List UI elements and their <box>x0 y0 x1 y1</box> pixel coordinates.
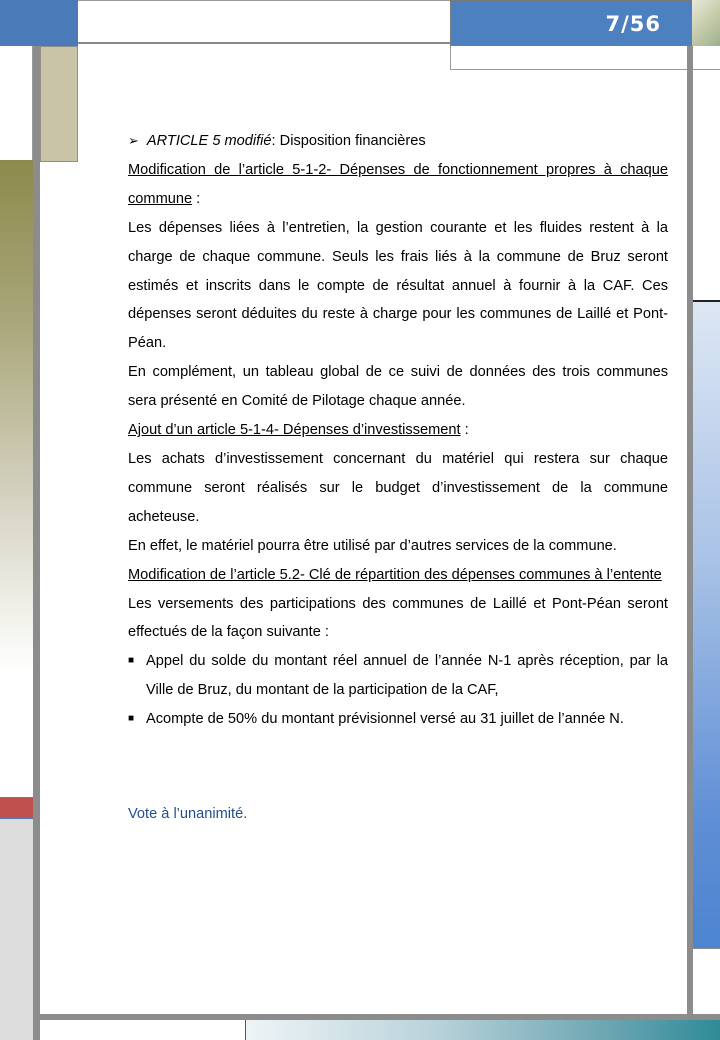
left-strip-top <box>0 46 33 160</box>
article-title <box>128 127 668 156</box>
header-right-strip <box>450 46 720 70</box>
right-blue-band <box>693 300 720 948</box>
vote-result: Vote à l’unanimité. <box>128 806 248 822</box>
section-heading-repartition: Modification de l’article 5.2- Clé de répartition des dépenses communes à l’entente <box>128 566 662 583</box>
paragraph-complement: En complément, un tableau global de ce suivi de données des trois communes sera présenté en Comité de Pilotage chaque année. <box>128 364 668 410</box>
document-body <box>128 127 668 734</box>
frame-left-border <box>33 46 40 1040</box>
left-strip-bottom <box>0 819 33 1040</box>
section-heading-investissement: Ajout d’un article 5-1-4- Dépenses d’investissement : <box>128 422 469 439</box>
page-number: 7/56 <box>605 12 661 36</box>
list-item: ■ Appel du solde du montant réel annuel de l’année N-1 après réception, par la Ville de Bruz, du montant de la participation de la CAF, <box>128 647 668 705</box>
paragraph-effet: En effet, le matériel pourra être utilisé par d’autres services de la commune. <box>128 537 617 554</box>
section-heading-fonctionnement: Modification de l’article 5-1-2- Dépenses de fonctionnement propres à chaque commune : <box>128 161 668 207</box>
list-item: ■ Acompte de 50% du montant prévisionnel versé au 31 juillet de l’année N. <box>128 705 668 734</box>
footer-left-box <box>40 1020 246 1040</box>
paragraph-depenses: Les dépenses liées à l’entretien, la gestion courante et les fluides restent à la charge de chaque commune. Seuls les frais liés à la commune de Bruz seront estimés et inscrits dans le compte de résultat annuel à fournir à la CAF. Ces dépenses seront déduites du reste à charge pour les communes de Laillé et Pont-Péan. <box>128 219 668 352</box>
square-bullet-icon: ■ <box>128 713 135 725</box>
paragraph-versements: Les versements des participations des communes de Laillé et Pont-Péan seront effectués de la façon suivante : <box>128 595 668 641</box>
header-right-corner <box>692 0 720 46</box>
right-strip-bottom <box>693 948 720 1014</box>
arrow-bullet-icon: ➢ <box>128 133 139 148</box>
footer-teal-band <box>246 1020 720 1040</box>
article-title-label: ARTICLE 5 modifié <box>146 133 272 149</box>
article-title-rest: : Disposition financières <box>271 133 426 149</box>
paragraph-achats: Les achats d’investissement concernant du matériel qui restera sur chaque commune seront réalisés sur le budget d’investissement de la commune acheteuse. <box>128 450 668 525</box>
square-bullet-icon: ■ <box>128 655 135 667</box>
left-gradient-band <box>0 160 33 800</box>
header-center-box <box>78 0 450 44</box>
header-left-block <box>0 0 78 46</box>
left-red-marker <box>0 797 33 819</box>
page-number-box <box>450 0 692 46</box>
tan-accent-block <box>40 46 78 162</box>
